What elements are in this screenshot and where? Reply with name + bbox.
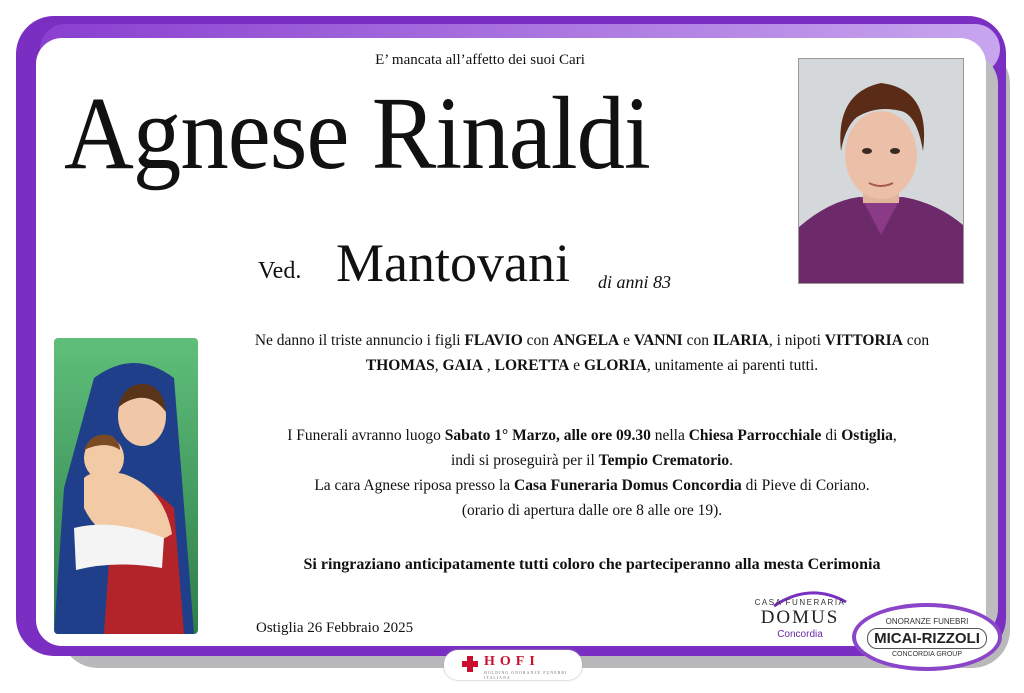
name-flavio: FLAVIO [464, 332, 523, 349]
name-thomas: THOMAS [365, 357, 435, 374]
name-loretta: LORETTA [494, 357, 570, 374]
funeral-details [210, 423, 974, 523]
town-name: Ostiglia [841, 427, 893, 444]
opening-hours: (orario di apertura dalle ore 8 alle ore 19). [461, 502, 723, 519]
domus-logo-top: CASA FUNERARIA [754, 598, 846, 607]
text-run: , [483, 357, 495, 374]
hofi-logo-sub: HOLDING ONORANZE FUNEBRI ITALIANA [484, 670, 568, 680]
text-run: . [729, 452, 733, 469]
text-run: con [522, 332, 553, 349]
hofi-logo [444, 650, 582, 680]
crematorium-name: Tempio Crematorio [598, 452, 730, 469]
text-run: e [569, 357, 584, 374]
widow-prefix: Ved. [258, 258, 302, 284]
micai-logo-sub: CONCORDIA GROUP [891, 651, 962, 658]
text-run: e [619, 332, 634, 349]
age-text: di anni 83 [598, 272, 672, 292]
funeral-datetime: Sabato 1° Marzo, alle ore 09.30 [444, 427, 651, 444]
name-gaia: GAIA [442, 357, 484, 374]
thanks-text: Si ringraziano anticipatamente tutti coloro che parteciperanno alla mesta Cerimonia [303, 556, 881, 573]
text-run: I Funerali avranno luogo [287, 427, 445, 444]
notice-date: Ostiglia 26 Febbraio 2025 [256, 620, 414, 636]
text-run: La cara Agnese riposa presso la [314, 477, 515, 494]
text-run: , i nipoti [768, 332, 825, 349]
intro-text: E’ mancata all’affetto dei suoi Cari [375, 52, 585, 68]
micai-rizzoli-logo [852, 603, 1002, 671]
madonna-image [54, 338, 198, 634]
text-run: , unitamente ai parenti tutti. [646, 357, 819, 374]
hofi-mark-icon [462, 656, 478, 672]
funeral-home-name: Casa Funeraria Domus Concordia [514, 477, 742, 494]
hofi-logo-text: HOFI [484, 654, 540, 669]
married-surname: Mantovani [336, 233, 570, 293]
text-run: con [902, 332, 930, 349]
domus-logo [745, 598, 855, 640]
text-run: indi si proseguirà per il [451, 452, 599, 469]
name-vanni: VANNI [633, 332, 683, 349]
name-gloria: GLORIA [583, 357, 647, 374]
deceased-name: Agnese Rinaldi [64, 76, 651, 191]
text-run: , [892, 427, 897, 444]
micai-logo-name: MICAI-RIZZOLI [867, 628, 987, 649]
domus-logo-name: DOMUS [760, 607, 840, 628]
church-name: Chiesa Parrocchiale [688, 427, 822, 444]
name-angela: ANGELA [552, 332, 620, 349]
text-run: con [682, 332, 713, 349]
text-run: di [821, 427, 842, 444]
announcement-text [210, 328, 974, 378]
portrait-photo [798, 58, 964, 284]
text-run: nella [650, 427, 689, 444]
name-vittoria: VITTORIA [824, 332, 903, 349]
micai-logo-top: ONORANZE FUNEBRI [885, 617, 969, 626]
domus-logo-sub: Concordia [777, 629, 823, 640]
text-run: , [434, 357, 443, 374]
name-ilaria: ILARIA [712, 332, 769, 349]
text-run: Ne danno il triste annuncio i figli [254, 332, 465, 349]
text-run: di Pieve di Coriano. [741, 477, 870, 494]
